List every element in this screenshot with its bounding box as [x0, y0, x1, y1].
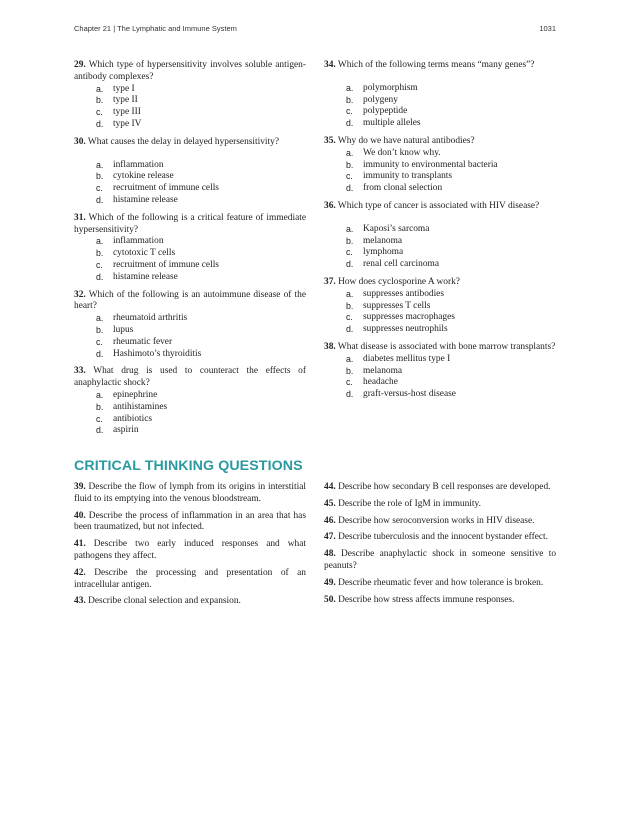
option-item	[324, 324, 556, 336]
option-item	[324, 389, 556, 401]
question-text: Describe the flow of lymph from its origins in interstitial fluid to its emptying into the venous bloodstream.	[74, 482, 306, 504]
option-text: suppresses T cells	[363, 300, 431, 311]
option-letter: b.	[346, 365, 354, 376]
option-text: histamine release	[113, 194, 178, 205]
option-text: cytotoxic T cells	[113, 248, 176, 259]
option-text: recruitment of immune cells	[113, 259, 219, 270]
option-letter: a.	[96, 313, 104, 324]
option-text: Kaposi’s sarcoma	[363, 223, 430, 234]
option-item	[74, 248, 306, 260]
option-letter: b.	[346, 159, 354, 170]
question-31	[74, 213, 306, 284]
question-text: What causes the delay in delayed hypersensitivity?	[87, 136, 279, 147]
question-number: 49.	[324, 577, 336, 588]
option-text: suppresses antibodies	[363, 288, 444, 299]
option-item	[324, 95, 556, 107]
question-number: 40.	[74, 510, 86, 521]
option-letter: c.	[96, 259, 103, 270]
option-item	[74, 171, 306, 183]
chapter-title: Chapter 21 | The Lymphatic and Immune System	[74, 24, 237, 33]
option-letter: c.	[96, 413, 103, 424]
question-text: What disease is associated with bone marrow transplants?	[337, 341, 556, 352]
question-text: Describe how stress affects immune responses.	[338, 594, 515, 605]
option-item	[74, 402, 306, 414]
question-text: Describe clonal selection and expansion.	[88, 596, 241, 607]
option-item	[74, 160, 306, 172]
option-text: inflammation	[113, 159, 164, 170]
question-43	[74, 596, 306, 608]
question-42	[74, 568, 306, 592]
option-text: aspirin	[113, 425, 139, 436]
option-letter: b.	[346, 235, 354, 246]
option-item	[324, 118, 556, 130]
question-number: 30.	[74, 136, 86, 147]
question-text: Describe how secondary B cell responses are developed.	[338, 482, 551, 492]
option-text: from clonal selection	[363, 183, 443, 194]
question-number: 32.	[74, 289, 86, 300]
option-letter: d.	[96, 348, 104, 359]
question-number: 34.	[324, 60, 336, 70]
option-text: diabetes mellitus type I	[363, 353, 451, 364]
option-list	[74, 160, 306, 207]
option-text: polygeny	[363, 94, 398, 105]
option-text: renal cell carcinoma	[363, 259, 439, 270]
option-list	[324, 289, 556, 336]
option-item	[324, 301, 556, 313]
question-40	[74, 511, 306, 535]
question-number: 43.	[74, 596, 86, 607]
option-list	[324, 354, 556, 401]
question-41	[74, 539, 306, 563]
question-text: Which of the following terms means “many genes”?	[337, 60, 535, 70]
option-item	[324, 106, 556, 118]
option-letter: a.	[346, 288, 354, 299]
question-48	[324, 549, 556, 573]
right-question-column	[324, 60, 556, 407]
option-letter: b.	[96, 171, 104, 182]
question-number: 36.	[324, 200, 336, 211]
question-text: Which of the following is a critical feature of immediate hypersensitivity?	[74, 212, 306, 235]
question-32	[74, 290, 306, 361]
question-number: 39.	[74, 482, 86, 492]
question-29	[74, 60, 306, 131]
option-text: suppresses macrophages	[363, 312, 455, 323]
question-39	[74, 482, 306, 506]
option-letter: b.	[346, 300, 354, 311]
option-item	[74, 325, 306, 337]
question-49	[324, 578, 556, 590]
question-number: 45.	[324, 498, 336, 509]
option-letter: a.	[346, 223, 354, 234]
option-item	[324, 247, 556, 259]
question-number: 47.	[324, 532, 336, 543]
question-text: Describe tuberculosis and the innocent bystander effect.	[338, 532, 548, 543]
option-text: suppresses neutrophils	[363, 324, 448, 335]
question-text: Describe two early induced responses and what pathogens they affect.	[74, 539, 306, 561]
question-47	[324, 532, 556, 544]
option-letter: d.	[96, 194, 104, 205]
option-text: Hashimoto’s thyroiditis	[113, 348, 202, 359]
option-item	[74, 414, 306, 426]
option-text: melanoma	[363, 235, 403, 246]
option-letter: b.	[96, 95, 104, 106]
question-text: Describe the role of IgM in immunity.	[338, 498, 481, 509]
option-letter: a.	[346, 353, 354, 364]
option-text: type III	[113, 107, 141, 118]
option-letter: c.	[346, 247, 353, 258]
option-letter: a.	[96, 236, 104, 247]
option-item	[74, 195, 306, 207]
option-letter: d.	[346, 183, 354, 194]
option-item	[324, 366, 556, 378]
question-text: Describe the process of inflammation in an area that has been traumatized, but not infected.	[74, 510, 306, 533]
option-item	[324, 148, 556, 160]
option-letter: b.	[96, 248, 104, 259]
option-item	[74, 107, 306, 119]
option-text: lupus	[113, 324, 134, 335]
option-text: rheumatic fever	[113, 336, 173, 347]
option-text: multiple alleles	[363, 118, 421, 129]
question-38	[324, 342, 556, 401]
option-item	[324, 224, 556, 236]
question-37	[324, 277, 556, 336]
option-item	[324, 83, 556, 95]
question-number: 42.	[74, 567, 86, 578]
option-item	[74, 390, 306, 402]
question-30	[74, 137, 306, 207]
option-letter: b.	[346, 94, 354, 105]
question-number: 29.	[74, 60, 86, 70]
question-number: 44.	[324, 482, 336, 492]
option-letter: a.	[96, 389, 104, 400]
option-list	[324, 224, 556, 271]
question-number: 37.	[324, 276, 336, 287]
critical-right-column	[324, 482, 556, 611]
option-list	[324, 148, 556, 195]
option-list	[74, 313, 306, 360]
option-text: antibiotics	[113, 413, 153, 424]
option-letter: d.	[96, 118, 104, 129]
question-35	[324, 136, 556, 195]
question-text: What drug is used to counteract the effects of anaphylactic shock?	[74, 366, 306, 389]
option-letter: c.	[346, 106, 353, 117]
section-heading: CRITICAL THINKING QUESTIONS	[74, 458, 303, 474]
option-letter: c.	[96, 107, 103, 118]
option-letter: d.	[346, 324, 354, 335]
question-46	[324, 516, 556, 528]
option-item	[74, 425, 306, 437]
option-item	[324, 354, 556, 366]
option-letter: a.	[96, 83, 104, 94]
option-item	[324, 236, 556, 248]
question-number: 46.	[324, 515, 336, 526]
left-question-column	[74, 60, 306, 443]
option-item	[324, 259, 556, 271]
option-letter: d.	[346, 118, 354, 129]
option-item	[74, 183, 306, 195]
option-text: antihistamines	[113, 401, 168, 412]
question-36	[324, 201, 556, 271]
option-letter: d.	[96, 425, 104, 436]
option-text: polymorphism	[363, 82, 418, 93]
option-text: epinephrine	[113, 389, 158, 400]
question-text: Describe the processing and presentation of an intracellular antigen.	[74, 567, 306, 590]
option-item	[74, 272, 306, 284]
option-item	[74, 313, 306, 325]
option-text: graft-versus-host disease	[363, 389, 456, 400]
option-text: recruitment of immune cells	[113, 183, 219, 194]
option-letter: b.	[96, 401, 104, 412]
option-letter: c.	[96, 336, 103, 347]
question-text: Describe anaphylactic shock in someone sensitive to peanuts?	[324, 549, 557, 571]
option-item	[74, 236, 306, 248]
option-item	[324, 377, 556, 389]
option-letter: d.	[346, 259, 354, 270]
option-item	[324, 312, 556, 324]
option-letter: b.	[96, 324, 104, 335]
option-item	[74, 349, 306, 361]
page-number: 1031	[539, 24, 556, 33]
option-text: type I	[113, 83, 135, 94]
option-item	[324, 183, 556, 195]
question-number: 31.	[74, 212, 86, 223]
option-letter: c.	[346, 377, 353, 388]
option-letter: c.	[346, 312, 353, 323]
option-letter: c.	[96, 183, 103, 194]
option-text: lymphoma	[363, 247, 404, 258]
option-list	[74, 390, 306, 437]
option-text: histamine release	[113, 271, 178, 282]
question-text: How does cyclosporine A work?	[338, 276, 460, 287]
option-text: polypeptide	[363, 106, 408, 117]
question-number: 48.	[324, 549, 336, 560]
question-number: 50.	[324, 594, 336, 605]
option-text: inflammation	[113, 236, 164, 247]
option-item	[74, 95, 306, 107]
option-letter: a.	[96, 159, 104, 170]
question-text: Describe rheumatic fever and how tolerance is broken.	[338, 577, 544, 588]
question-44	[324, 482, 556, 494]
option-letter: d.	[96, 271, 104, 282]
option-item	[74, 260, 306, 272]
option-item	[324, 160, 556, 172]
question-text: Which type of hypersensitivity involves soluble antigen-antibody complexes?	[74, 60, 306, 82]
question-text: Describe how seroconversion works in HIV disease.	[338, 515, 535, 526]
option-list	[324, 83, 556, 130]
question-text: Which type of cancer is associated with HIV disease?	[337, 200, 540, 211]
question-34	[324, 60, 556, 130]
question-50	[324, 595, 556, 607]
option-text: rheumatoid arthritis	[113, 313, 188, 324]
question-text: Which of the following is an autoimmune disease of the heart?	[74, 289, 306, 312]
question-text: Why do we have natural antibodies?	[337, 135, 475, 146]
option-item	[74, 337, 306, 349]
question-number: 41.	[74, 539, 86, 550]
page-header	[74, 24, 556, 36]
option-letter: c.	[346, 171, 353, 182]
question-number: 38.	[324, 341, 336, 352]
option-letter: a.	[346, 147, 354, 158]
question-number: 35.	[324, 135, 336, 146]
option-text: type IV	[113, 118, 142, 129]
option-letter: d.	[346, 389, 354, 400]
option-item	[74, 84, 306, 96]
question-45	[324, 499, 556, 511]
option-item	[74, 119, 306, 131]
option-list	[74, 236, 306, 283]
option-text: headache	[363, 377, 398, 388]
option-item	[324, 289, 556, 301]
option-item	[324, 171, 556, 183]
option-letter: a.	[346, 82, 354, 93]
option-text: cytokine release	[113, 171, 174, 182]
question-number: 33.	[74, 366, 86, 377]
option-text: immunity to transplants	[363, 171, 453, 182]
option-text: type II	[113, 95, 138, 106]
option-text: melanoma	[363, 365, 403, 376]
option-text: We don’t know why.	[363, 147, 441, 158]
critical-left-column	[74, 482, 306, 613]
question-33	[74, 366, 306, 437]
option-text: immunity to environmental bacteria	[363, 159, 498, 170]
option-list	[74, 84, 306, 131]
